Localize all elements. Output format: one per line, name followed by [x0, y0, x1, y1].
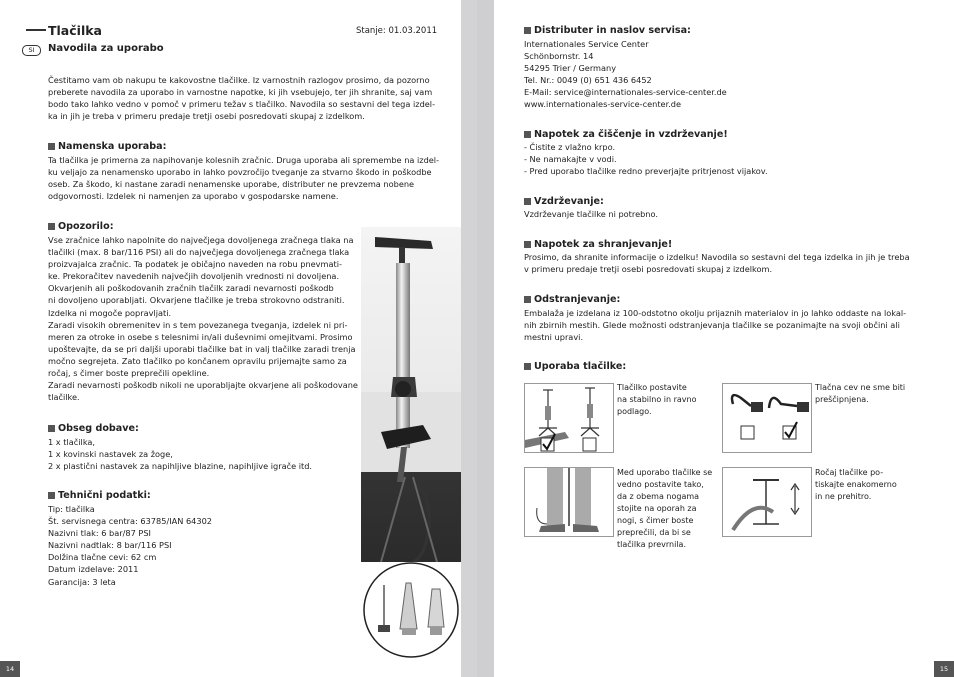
warning-heading: Opozorilo:: [48, 221, 114, 232]
square-bullet-icon: [524, 241, 531, 248]
empty-checkbox-icon: [583, 438, 596, 451]
page-subtitle: Navodila za uporabo: [48, 43, 164, 54]
illustration-stable-surface: [524, 383, 614, 453]
usage-caption-1: Tlačilko postavite na stabilno in ravno podlago.: [617, 383, 697, 416]
square-bullet-icon: [524, 198, 531, 205]
intro-text: Čestitamo vam ob nakupu te kakovostne tlačilke. Iz varnostnih razlogov prosimo, da pozorno preberete navodila za uporabo in varnostne napotke, ki jih vsebujejo, ter jih shranite, saj vam bodo tako lahko vedno v pomoč v primeru težav s tlačilko. Navodila so sestavni del tega izdel- ka in jih je treba v primeru predaje tretji osebi posredovati skupaj z izdelkom.: [48, 75, 436, 122]
distributor-heading: Distributer in naslov servisa:: [524, 25, 691, 36]
accessories-inset: [362, 561, 460, 659]
square-bullet-icon: [48, 425, 55, 432]
disposal-text: Embalaža je izdelana iz 100-odstotno okolju prijaznih materialov in jo lahko oddaste na lokal- nih zbirnih mestih. Glede možnosti odstranjevanja tlačilke se pozanimajte na svoji občini ali mestni upravi.: [524, 308, 907, 343]
usage-caption-3: Med uporabo tlačilke se vedno postavite tako, da z obema nogama stojite na oporah za nogi, s čimer boste preprečili, da bi se tlačilka prevrnila.: [617, 468, 713, 549]
page-number: 15: [934, 661, 954, 677]
square-bullet-icon: [524, 131, 531, 138]
left-page: [0, 0, 461, 677]
illustration-hose-pinch: [722, 383, 812, 453]
intended-use-text: Ta tlačilka je primerna za napihovanje kolesnih zračnic. Druga uporaba ali spremembe na izdel- ku veljajo za nenamensko uporabo in lahko povzročijo tveganje za stvarno škodo in poškodbe oseb. Za škodo, ki nastane zaradi nenamenske uporabe, distributer ne prevzema nobene odgovornosti. Izdelek ni namenjen za uporabo v gospodarske namene.: [48, 155, 440, 202]
illustration-press-handle: [722, 467, 812, 537]
usage-caption-4: Ročaj tlačilke po- tiskajte enakomerno in ne prehitro.: [815, 468, 897, 501]
handle-motion-illustration: [723, 468, 811, 536]
tech-heading: Tehnični podatki:: [48, 490, 151, 501]
pump-product-photo: [361, 227, 461, 562]
usage-caption-2: Tlačna cev ne sme biti preščipnjena.: [815, 383, 906, 404]
hose-illustration: [723, 384, 811, 452]
maintenance-text: Vzdrževanje tlačilke ni potrebno.: [524, 209, 658, 219]
storage-heading: Napotek za shranjevanje!: [524, 239, 672, 250]
disposal-heading: Odstranjevanje:: [524, 294, 620, 305]
page-title: Tlačilka: [48, 23, 102, 38]
illustration-stand-on-feet: [524, 467, 614, 537]
scope-text: 1 x tlačilka, 1 x kovinski nastavek za žoge, 2 x plastični nastavek za napihljive blazine, napihljive igrače itd.: [48, 437, 313, 472]
storage-text: Prosimo, da shranite informacije o izdelku! Navodila so sestavni del tega izdelka in jih je treba v primeru predaje tretji osebi posredovati skupaj z izdelkom.: [524, 252, 910, 275]
empty-checkbox-icon: [741, 426, 754, 439]
spine-shadow-right: [477, 0, 494, 677]
feet-on-pump-illustration: [525, 468, 613, 536]
pump-upright-illustration: [525, 384, 613, 452]
page-number: 14: [0, 661, 20, 677]
right-page: [494, 0, 954, 677]
square-bullet-icon: [48, 143, 55, 150]
square-bullet-icon: [524, 363, 531, 370]
maintenance-heading: Vzdrževanje:: [524, 196, 604, 207]
up-down-arrow-icon: [791, 484, 799, 514]
cleaning-heading: Napotek za čiščenje in vzdrževanje!: [524, 129, 728, 140]
warning-text: Vse zračnice lahko napolnite do največjega dovoljenega zračnega tlaka na tlačilki (max. 8 bar/116 PSI) ali do največjega dovoljenega zračnega tlaka proizvajalca zračnic. Ta podatek je običajno naveden na robu pnevmati- ke. Prekoračitev navedenih največjih dovoljenih vrednosti ni dovoljena. Okvarjenih ali poškodovanih zračnih tlačilk zaradi nevarnosti poškodb ni dovoljeno uporabljati. Okvarjene tlačilke je treba strokovno odstraniti. Izdelka ni mogoče popravljati. Zaradi visokih obremenitev in s tem povezanega tveganja, izdelek ni pri- meren za otroke in osebe s telesnimi in/ali duševnimi omejitvami. Prosimo upoštevajte, da se pri daljši uporabi tlačilke bat in valj tlačilke zaradi trenja močno segrejeta. Zato tlačilko po končanem opravilu prijemajte samo za ročaj, s čimer boste preprečili opekline. Zaradi nevarnosti poškodb nikoli ne uporabljajte okvarjene ali poškodovane tlačilke.: [48, 235, 358, 403]
square-bullet-icon: [48, 223, 55, 230]
tech-text: Tip: tlačilka Št. servisnega centra: 63785/IAN 64302 Nazivni tlak: 6 bar/87 PSI Nazivni nadtlak: 8 bar/116 PSI Dolžina tlačne cevi: 62 cm Datum izdelave: 2011 Garancija: 3 leta: [48, 504, 212, 587]
square-bullet-icon: [48, 492, 55, 499]
title-rule: [26, 29, 46, 31]
square-bullet-icon: [524, 27, 531, 34]
intended-use-heading: Namenska uporaba:: [48, 141, 166, 152]
usage-heading: Uporaba tlačilke:: [524, 361, 626, 372]
language-badge: SI: [22, 45, 41, 56]
cleaning-text: - Čistite z vlažno krpo. - Ne namakajte v vodi. - Pred uporabo tlačilke redno preverjajte pritrjenost vijakov.: [524, 142, 768, 177]
square-bullet-icon: [524, 296, 531, 303]
scope-heading: Obseg dobave:: [48, 423, 139, 434]
revision-date: Stanje: 01.03.2011: [356, 26, 438, 36]
spine-shadow-left: [461, 0, 477, 677]
distributor-text: Internationales Service Center Schönbornstr. 14 54295 Trier / Germany Tel. Nr.: 0049 (0) 651 436 6452 E-Mail: service@internationales-service-center.de www.internationales-service-center.de: [524, 39, 727, 110]
